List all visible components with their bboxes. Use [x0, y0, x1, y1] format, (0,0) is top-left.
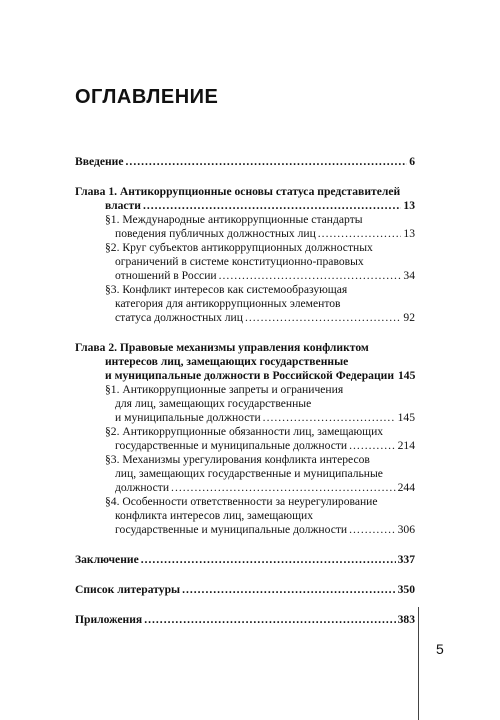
toc-page-number: 337 — [397, 553, 415, 566]
toc-label: категория для антикоррупционных элементов — [115, 297, 341, 310]
table-of-contents — [75, 155, 415, 627]
toc-entry-chapter-1[interactable] — [75, 185, 415, 213]
toc-label: §3. Конфликт интересов как системообразующая — [105, 283, 348, 296]
toc-label: Глава 1. Антикоррупционные основы статуса представителей — [75, 185, 401, 198]
toc-label: государственные и муниципальные должности — [115, 523, 348, 536]
toc-entry-section-2-2[interactable] — [75, 425, 415, 453]
toc-label: Приложения — [75, 613, 143, 626]
toc-page-number: 145 — [397, 411, 415, 424]
toc-label: §2. Круг субъектов антикоррупционных должностных — [105, 241, 373, 254]
toc-page-number: 34 — [403, 269, 415, 282]
toc-page-number: 214 — [397, 439, 415, 452]
toc-page-number: 6 — [409, 155, 415, 168]
toc-label: власти — [105, 199, 141, 212]
dot-leader — [182, 583, 396, 597]
toc-label: и муниципальные должности в Российской Федерации — [105, 369, 394, 382]
toc-label: §3. Механизмы урегулирования конфликта интересов — [105, 453, 370, 466]
dot-leader — [141, 553, 396, 567]
dot-leader — [349, 439, 395, 453]
toc-entry-section-2-4[interactable] — [75, 495, 415, 537]
dot-leader — [263, 411, 396, 425]
toc-entry-chapter-2[interactable] — [75, 341, 415, 383]
dot-leader — [349, 523, 395, 537]
toc-label: ограничений в системе конституционно-правовых — [115, 255, 364, 268]
toc-entry-references[interactable] — [75, 583, 415, 597]
toc-page-number: 92 — [403, 311, 415, 324]
toc-page-number: 244 — [397, 481, 415, 494]
toc-entry-section-1-2[interactable] — [75, 241, 415, 283]
dot-leader — [245, 311, 401, 325]
page-number: 5 — [436, 641, 444, 657]
toc-entry-section-1-1[interactable] — [75, 213, 415, 241]
dot-leader — [219, 269, 402, 283]
toc-entry-conclusion[interactable] — [75, 553, 415, 567]
toc-page-number: 383 — [397, 613, 415, 626]
toc-page-number: 306 — [397, 523, 415, 536]
toc-label: государственные и муниципальные должности — [115, 439, 348, 452]
toc-label: Список литературы — [75, 583, 181, 596]
toc-label: §1. Международные антикоррупционные стандарты — [105, 213, 363, 226]
toc-entry-section-2-3[interactable] — [75, 453, 415, 495]
toc-label: Глава 2. Правовые механизмы управления конфликтом — [75, 341, 369, 354]
toc-page-number: 13 — [403, 227, 415, 240]
dot-leader — [171, 481, 396, 495]
toc-entry-section-2-1[interactable] — [75, 383, 415, 425]
toc-entry-appendices[interactable] — [75, 613, 415, 627]
toc-page-number: 13 — [403, 199, 415, 212]
dot-leader — [143, 199, 401, 213]
toc-label: Заключение — [75, 553, 139, 566]
toc-label: §2. Антикоррупционные обязанности лиц, замещающих — [105, 425, 384, 438]
toc-label: отношений в России — [115, 269, 217, 282]
toc-label: лиц, замещающих государственные и муниципальные — [115, 467, 383, 480]
toc-page-number: 145 — [398, 369, 416, 382]
toc-label: Введение — [75, 155, 124, 168]
toc-label: должности — [115, 481, 170, 494]
toc-label: для лиц, замещающих государственные — [115, 397, 312, 410]
toc-entry-intro[interactable] — [75, 155, 415, 169]
page-title: ОГЛАВЛЕНИЕ — [75, 86, 219, 108]
toc-label: поведения публичных должностных лиц — [115, 227, 316, 240]
toc-label: §1. Антикоррупционные запреты и ограничения — [105, 383, 344, 396]
toc-label: интересов лиц, замещающих государственные — [105, 355, 349, 368]
toc-label: статуса должностных лиц — [115, 311, 243, 324]
toc-label: и муниципальные должности — [115, 411, 261, 424]
toc-page-number: 350 — [397, 583, 415, 596]
toc-entry-section-1-3[interactable] — [75, 283, 415, 325]
dot-leader — [318, 227, 402, 241]
margin-rule — [418, 607, 419, 720]
dot-leader — [126, 155, 408, 169]
dot-leader — [144, 613, 395, 627]
toc-label: конфликта интересов лиц, замещающих — [115, 509, 314, 522]
toc-label: §4. Особенности ответственности за неурегулирование — [105, 495, 378, 508]
